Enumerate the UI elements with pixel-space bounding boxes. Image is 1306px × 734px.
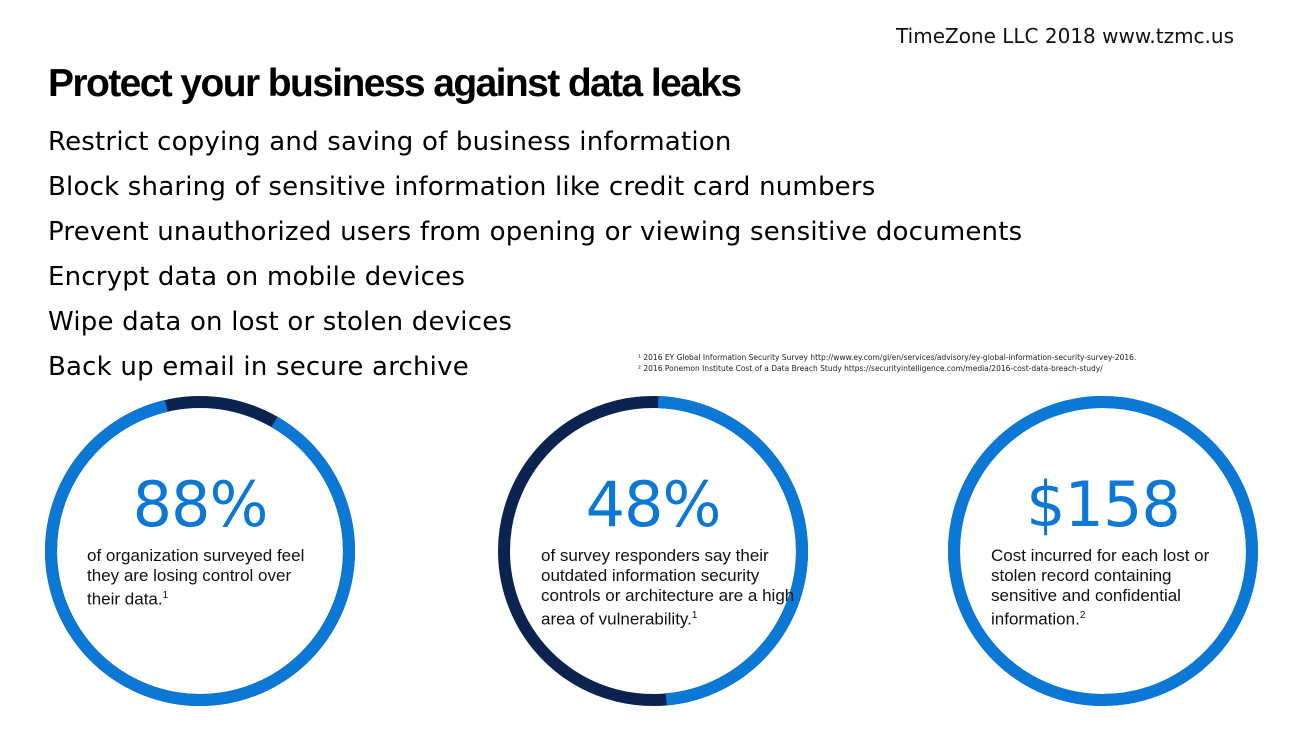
footnote-marker: 1 xyxy=(691,610,698,621)
footnote-2: ² 2016 Ponemon Institute Cost of a Data Breach Study https://securityintelligence.com/media/2016-cost-data-breach-study/ xyxy=(638,364,1103,373)
bullet-list xyxy=(48,120,1022,390)
stat-description: of survey responders say their outdated information security controls or architecture are a high area of vulnerability.$^1$ xyxy=(541,546,795,629)
stat-description: of organization surveyed feel they are losing control over their data.$^1$ xyxy=(87,546,305,609)
bullet-item: Prevent unauthorized users from opening or viewing sensitive documents xyxy=(48,217,1023,247)
bullet-item: Restrict copying and saving of business information xyxy=(48,127,732,157)
stat-value: $158 xyxy=(1026,468,1180,541)
stat-card-organizations xyxy=(45,396,355,706)
stat-card-record-cost xyxy=(948,396,1258,706)
footnote-marker: 1 xyxy=(162,590,169,601)
stat-card-survey-responders xyxy=(498,396,808,706)
stat-value: 88% xyxy=(132,468,268,541)
stat-description: Cost incurred for each lost or stolen record containing sensitive and confidential information.$^2$ xyxy=(991,546,1210,629)
header-credit: TimeZone LLC 2018 www.tzmc.us xyxy=(896,24,1234,48)
bullet-item: Back up email in secure archive xyxy=(48,352,469,382)
page-title: Protect your business against data leaks xyxy=(48,62,741,105)
footnote-marker: 2 xyxy=(1079,610,1086,621)
footnotes xyxy=(638,352,1136,374)
bullet-item: Block sharing of sensitive information like credit card numbers xyxy=(48,172,876,202)
bullet-item: Encrypt data on mobile devices xyxy=(48,262,466,292)
footnote-1: ¹ 2016 EY Global Information Security Survey http://www.ey.com/gl/en/services/advisory/ey-global-information-security-survey-2016. xyxy=(638,353,1137,362)
bullet-item: Wipe data on lost or stolen devices xyxy=(48,307,513,337)
stat-value: 48% xyxy=(585,468,721,541)
